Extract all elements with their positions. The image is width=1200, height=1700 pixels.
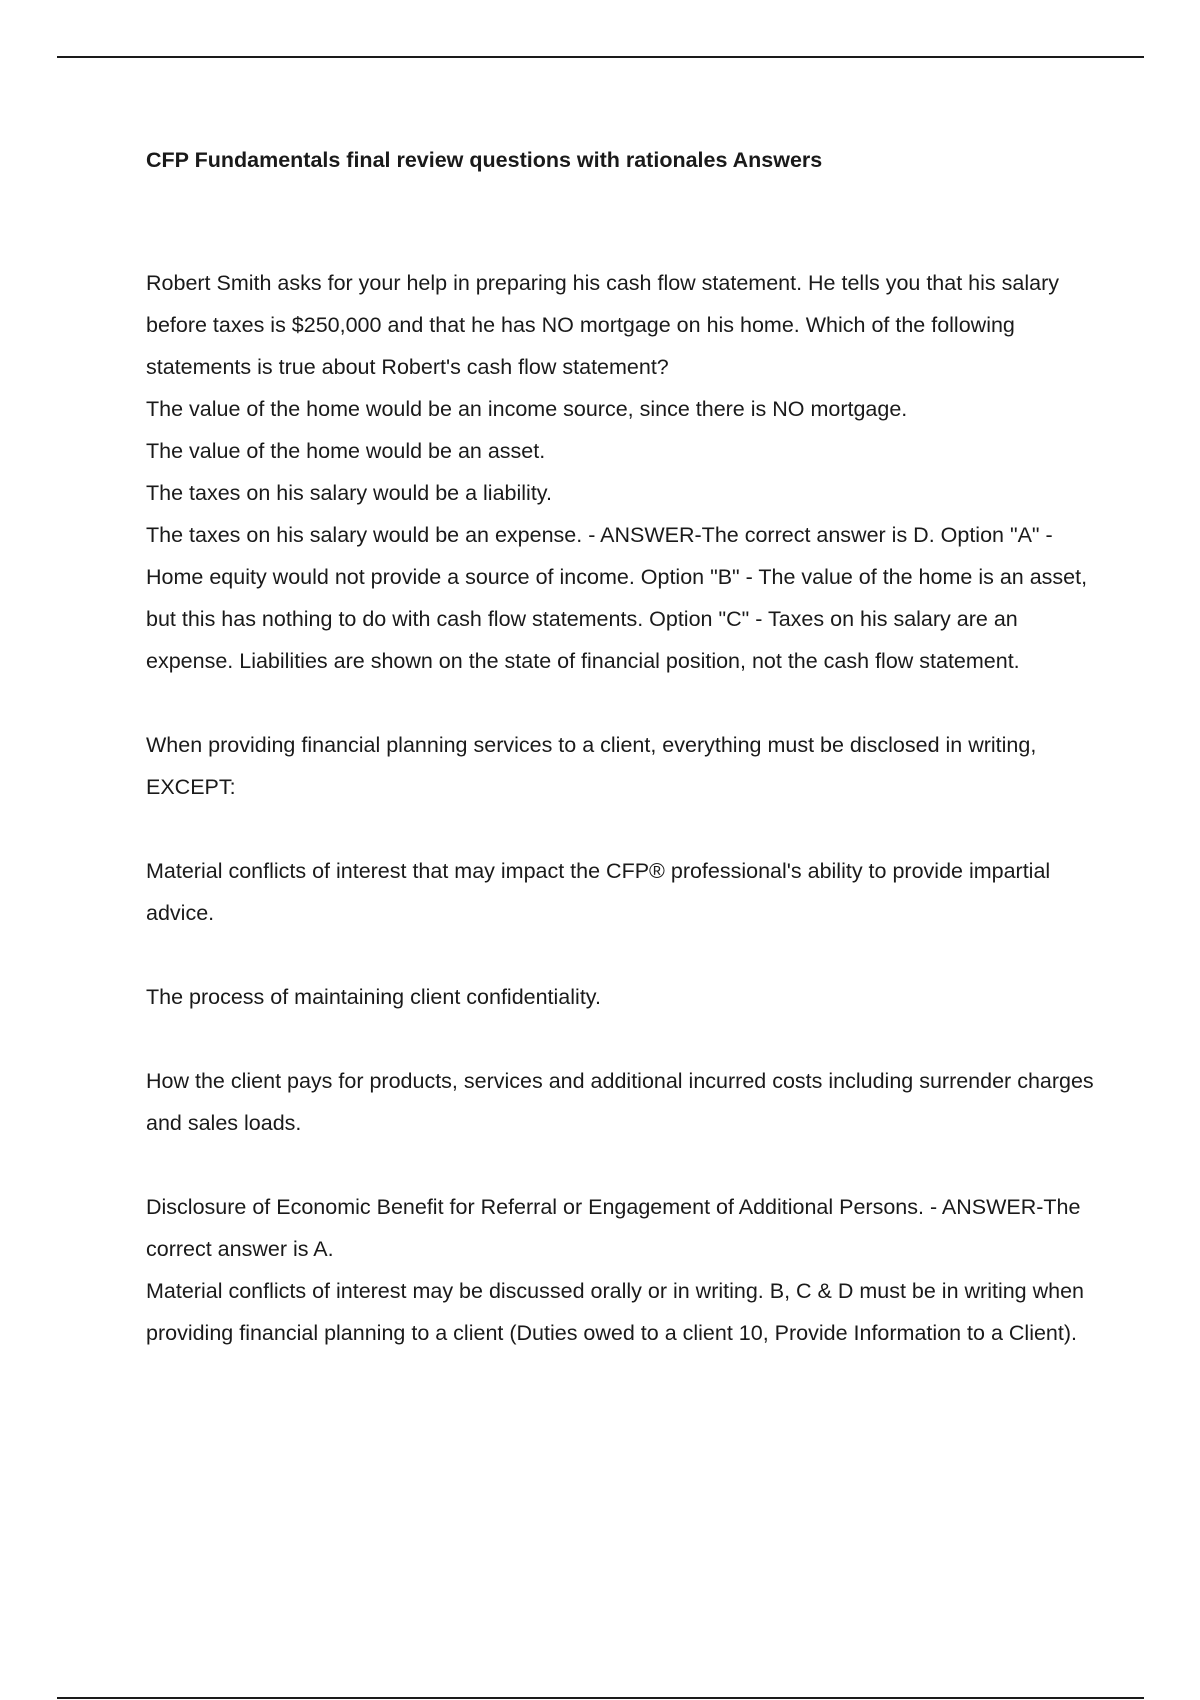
question-2-option-a: Material conflicts of interest that may impact the CFP® professional's ability to provide impartial advice. bbox=[146, 859, 1051, 925]
top-divider bbox=[57, 56, 1144, 58]
question-2-option-c: How the client pays for products, services and additional incurred costs including surrender charges and sales loads. bbox=[146, 1069, 1094, 1135]
question-2 bbox=[146, 724, 1096, 1354]
question-1-stem: Robert Smith asks for your help in preparing his cash flow statement. He tells you that his salary before taxes is $250,000 and that he has NO mortgage on his home. Which of the following statements is true about Robert's cash flow statement? bbox=[146, 271, 1059, 379]
question-1-option-a: The value of the home would be an income source, since there is NO mortgage. bbox=[146, 397, 908, 421]
question-2-rationale: Material conflicts of interest may be discussed orally or in writing. B, C & D must be in writing when providing financial planning to a client (Duties owed to a client 10, Provide Information to a Client). bbox=[146, 1279, 1085, 1345]
question-2-option-b: The process of maintaining client confidentiality. bbox=[146, 985, 601, 1009]
question-2-option-d-answer: Disclosure of Economic Benefit for Referral or Engagement of Additional Persons. - ANSWER-The correct answer is A. bbox=[146, 1195, 1081, 1261]
question-1-option-c: The taxes on his salary would be a liability. bbox=[146, 481, 552, 505]
question-2-stem: When providing financial planning services to a client, everything must be disclosed in writing, EXCEPT: bbox=[146, 733, 1037, 799]
document-title: CFP Fundamentals final review questions with rationales Answers bbox=[146, 148, 823, 172]
question-1-option-b: The value of the home would be an asset. bbox=[146, 439, 546, 463]
question-1 bbox=[146, 262, 1096, 682]
document-body bbox=[146, 141, 1096, 1354]
bottom-divider bbox=[57, 1697, 1144, 1699]
question-1-option-d-answer: The taxes on his salary would be an expense. - ANSWER-The correct answer is D. Option "A" - Home equity would not provide a source of income. Option "B" - The value of the home is an asset, but this has nothing to do with cash flow statements. Option "C" - Taxes on his salary are an expense. Liabilities are shown on the state of financial position, not the cash flow statement. bbox=[146, 523, 1088, 673]
